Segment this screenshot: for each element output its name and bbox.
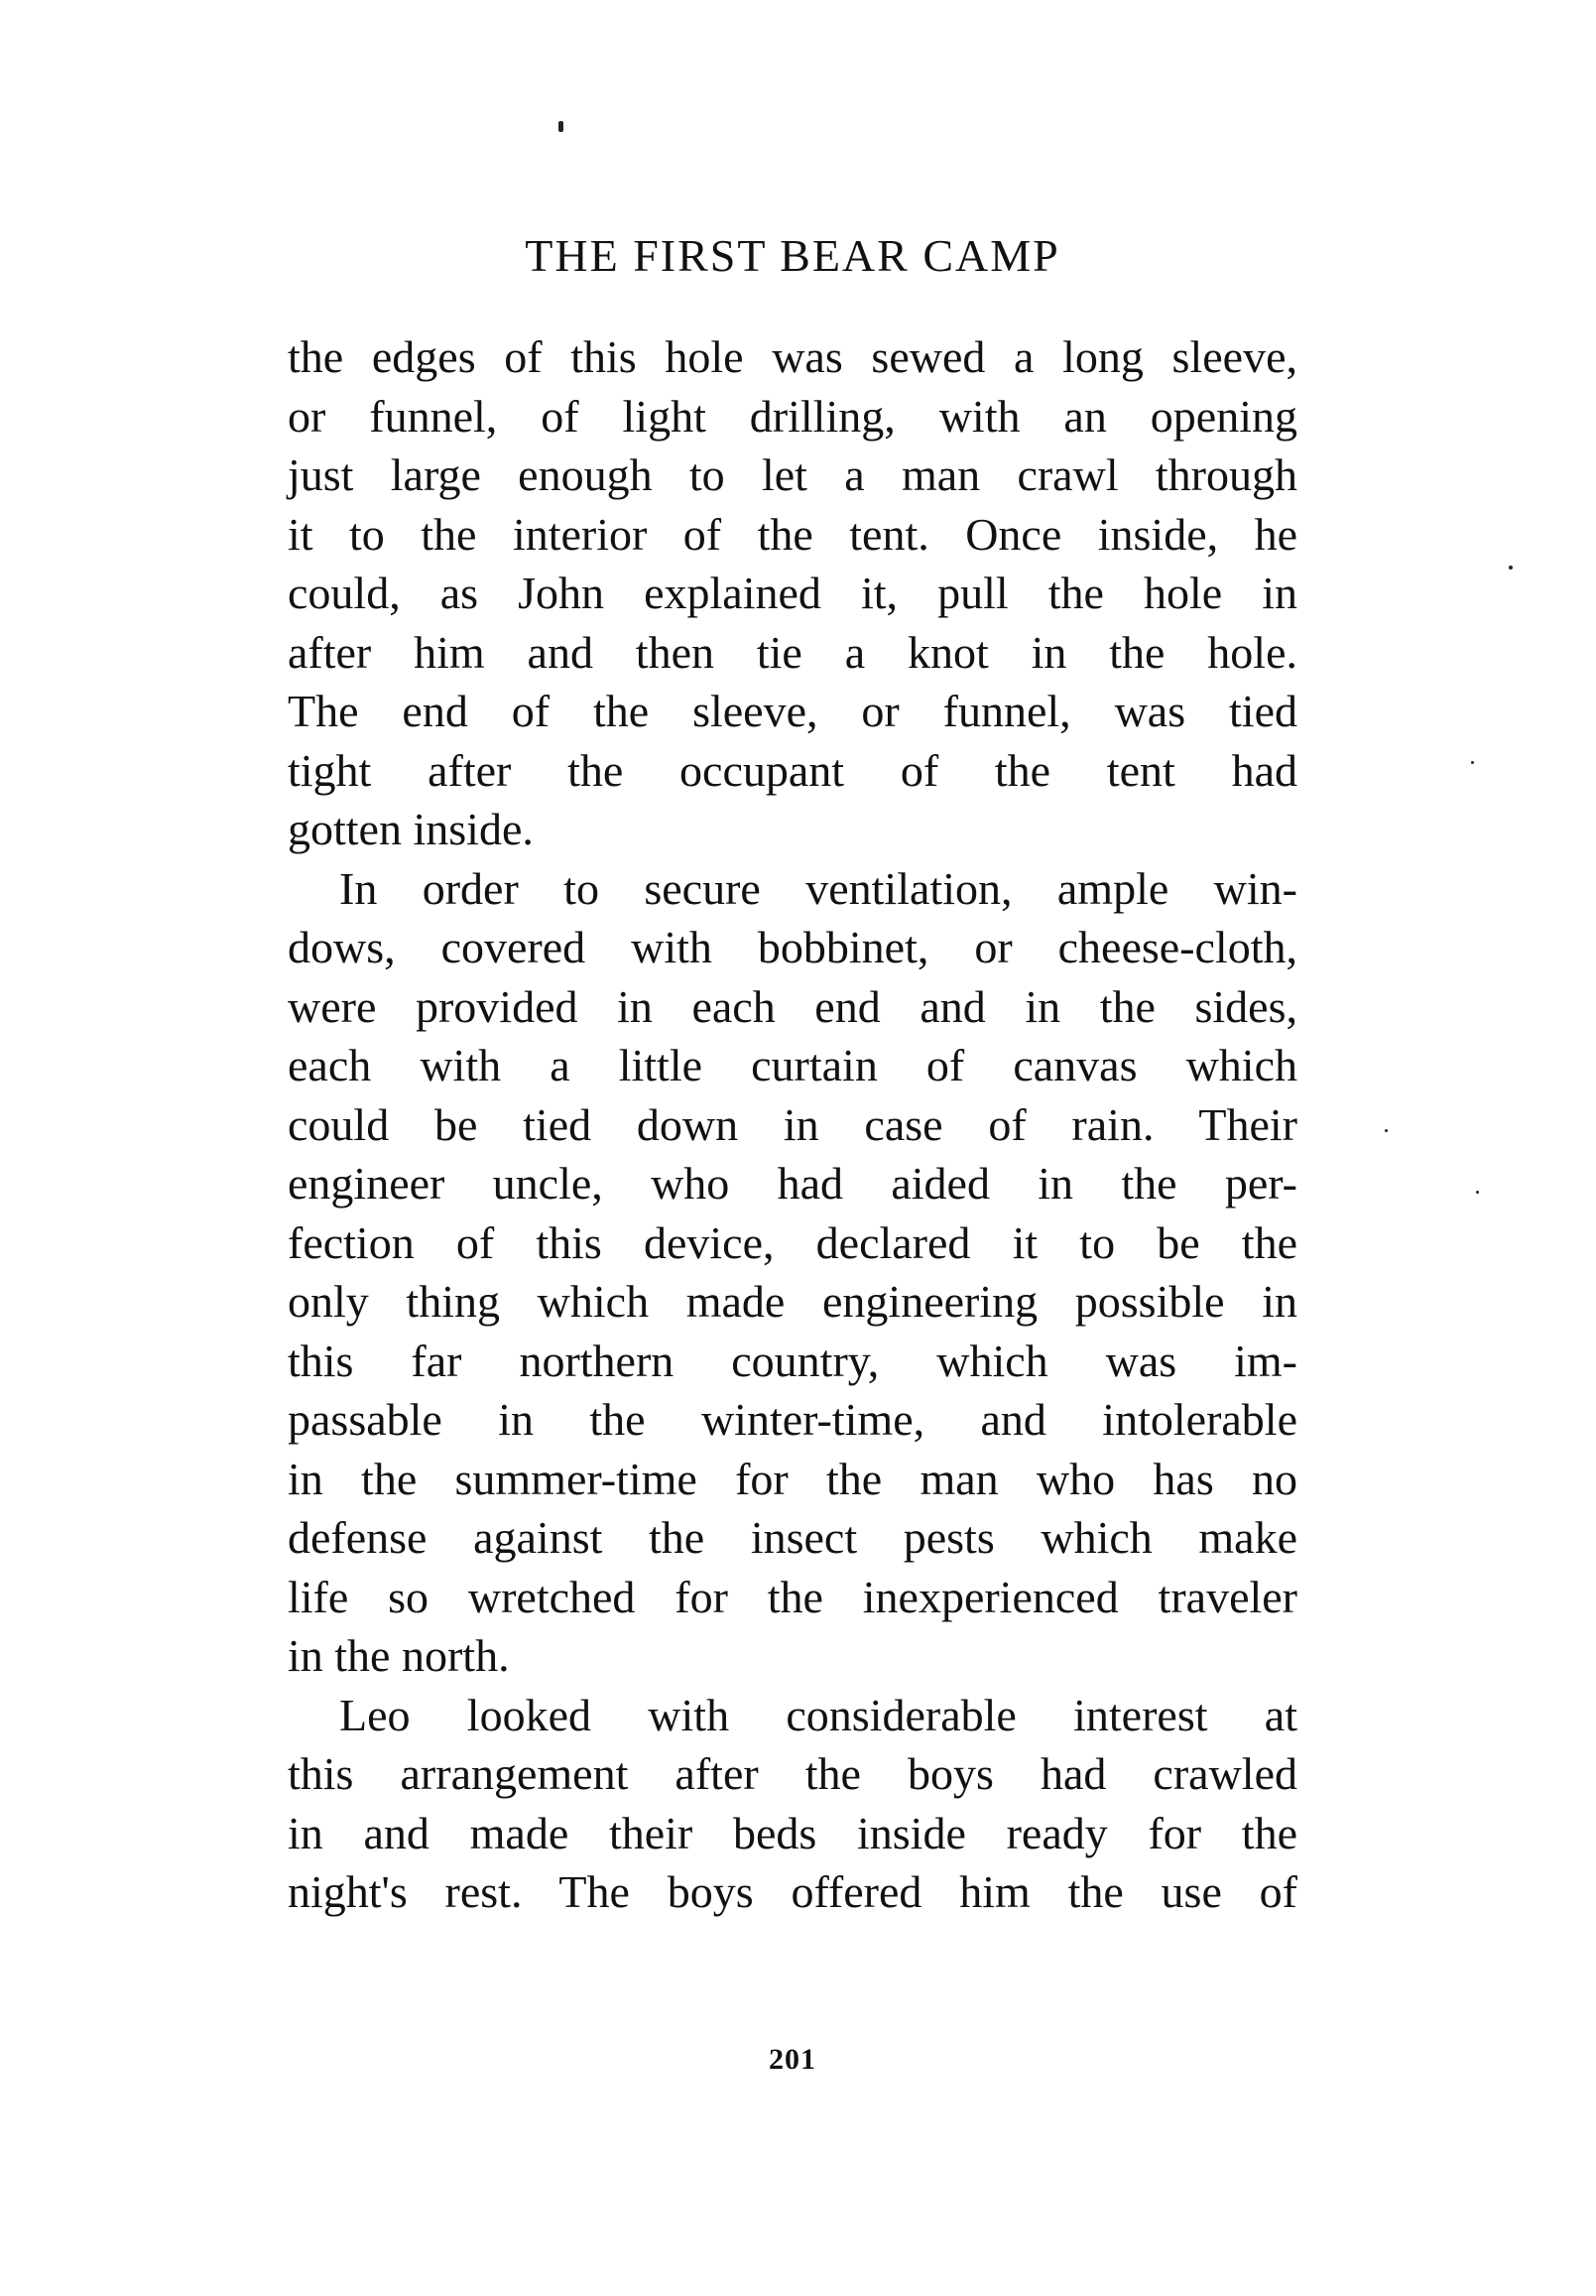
print-speck bbox=[1471, 761, 1474, 764]
text-line: The end of the sleeve, or funnel, was tied bbox=[288, 686, 1297, 736]
print-speck bbox=[558, 121, 563, 132]
text-line: in the summer-time for the man who has no bbox=[288, 1453, 1297, 1504]
text-line: defense against the insect pests which make bbox=[288, 1512, 1297, 1563]
text-line: Leo looked with considerable interest at bbox=[339, 1689, 1297, 1740]
running-head: THE FIRST BEAR CAMP bbox=[525, 230, 1060, 281]
text-line: were provided in each end and in the sides, bbox=[288, 980, 1297, 1032]
text-line: in and made their beds inside ready for the bbox=[288, 1807, 1297, 1858]
text-line: only thing which made engineering possible in bbox=[288, 1276, 1297, 1327]
text-line: life so wretched for the inexperienced traveler bbox=[288, 1571, 1297, 1622]
text-line: could, as John explained it, pull the hole in bbox=[288, 568, 1297, 618]
text-line: just large enough to let a man crawl through bbox=[288, 449, 1297, 500]
text-line: night's rest. The boys offered him the use of bbox=[288, 1866, 1297, 1917]
text-line: after him and then tie a knot in the hole. bbox=[288, 626, 1297, 678]
page-number: 201 bbox=[769, 2043, 816, 2076]
text-line: passable in the winter-time, and intolerable bbox=[288, 1394, 1297, 1445]
text-line: gotten inside. bbox=[288, 804, 534, 854]
text-line: fection of this device, declared it to be the bbox=[288, 1216, 1297, 1268]
body-text bbox=[288, 327, 1297, 1922]
text-line: or funnel, of light drilling, with an opening bbox=[288, 390, 1297, 442]
text-line: engineer uncle, who had aided in the per- bbox=[288, 1158, 1297, 1209]
text-line: this far northern country, which was im- bbox=[288, 1335, 1297, 1386]
print-speck bbox=[1476, 1191, 1479, 1194]
text-line: could be tied down in case of rain. Their bbox=[288, 1098, 1297, 1150]
text-line: the edges of this hole was sewed a long sleeve, bbox=[288, 331, 1297, 382]
text-line: this arrangement after the boys had crawled bbox=[288, 1748, 1297, 1799]
print-speck bbox=[1509, 566, 1513, 570]
text-line: tight after the occupant of the tent had bbox=[288, 744, 1297, 796]
print-speck bbox=[1385, 1129, 1388, 1132]
text-line: In order to secure ventilation, ample win- bbox=[339, 862, 1297, 914]
text-line: dows, covered with bobbinet, or cheese-cloth, bbox=[288, 922, 1297, 972]
text-line: it to the interior of the tent. Once inside, he bbox=[288, 508, 1297, 560]
text-line: in the north. bbox=[288, 1630, 510, 1681]
text-line: each with a little curtain of canvas which bbox=[288, 1040, 1297, 1090]
